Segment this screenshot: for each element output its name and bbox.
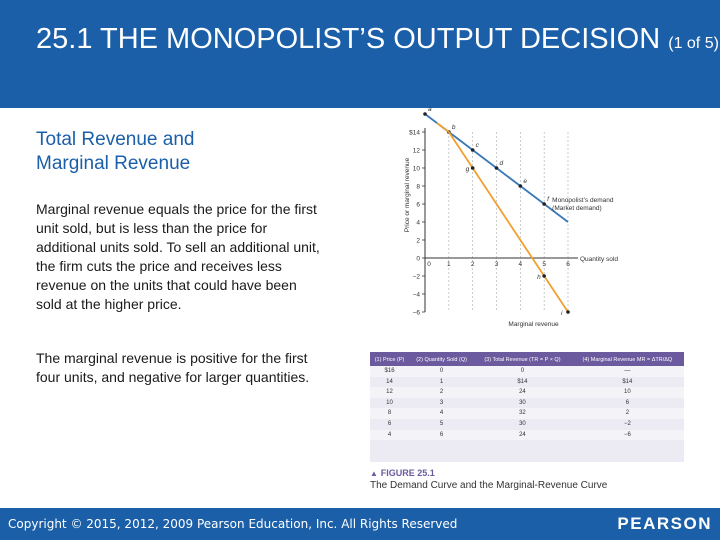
table-row [370,398,684,409]
footer-bar [0,508,720,540]
demand-series-sublabel: (Market demand) [552,205,602,212]
table-cell: $16 [370,366,409,377]
table-cell: 30 [519,399,526,406]
title-suffix: (1 of 5) [668,35,719,52]
chart-svg [398,106,698,335]
x-tick-label: 0 [427,261,431,268]
table-cell: 4 [409,408,474,419]
point-label: g [465,166,470,173]
copyright-text: Copyright © 2015, 2012, 2009 Pearson Education, Inc. All Rights Reserved [8,517,458,531]
x-tick-label: 3 [494,261,499,268]
table-header-row [370,355,684,366]
table-row [370,419,684,430]
table-row [370,387,684,398]
point-label: i [561,310,563,317]
table-row [370,377,684,388]
point-label: f [547,196,549,203]
header-marginal-revenue: (4) Marginal Revenue MR = ΔTR/ΔQ [571,355,684,366]
table-cell: 1 [439,378,444,385]
y-tick-label: 6 [416,201,420,209]
table-cell: 10 [386,399,393,406]
marginal-revenue-line [437,123,568,312]
paragraph-positive-negative: The marginal revenue is positive for the first four units, and negative for larger quantities. [36,350,310,385]
x-tick-label: 6 [566,261,570,268]
table-cell: 30 [519,420,526,427]
y-tick-label: 2 [416,237,420,245]
point-label: b [451,124,456,131]
demand-mr-chart [398,106,698,335]
point-label: c [475,142,479,149]
table-cell: 2 [409,387,474,398]
x-tick-label: 5 [542,261,546,268]
point-label: h [537,274,541,281]
subheading: Total Revenue and Marginal Revenue [36,129,195,174]
table-row [370,430,684,441]
table-cell: 0 [474,366,571,377]
table-row [370,408,684,419]
y-tick-label: 12 [412,147,420,155]
table-cell: — [571,366,684,377]
demand-point [495,166,499,170]
demand-point [471,148,475,152]
table-cell: 14 [386,378,393,385]
table-cell: 6 [625,399,630,406]
table-cell: $14 [622,378,633,385]
table-cell: 4 [370,430,409,441]
y-tick-label: −6 [412,309,420,317]
x-tick-label: 2 [470,261,475,268]
y-tick-label: −4 [412,291,420,299]
table-cell: 12 [370,387,409,398]
y-tick-label: 4 [416,219,420,227]
header-total-revenue: (3) Total Revenue (TR = P × Q) [474,355,571,366]
y-tick-label: $14 [409,129,420,137]
revenue-table-grid [370,355,684,440]
pearson-logo: PEARSON [617,514,712,533]
demand-point [542,202,546,206]
revenue-table [370,352,684,462]
mr-point [471,166,475,170]
table-cell: 24 [474,430,571,441]
mr-point [566,310,570,314]
x-axis-label: Quantity sold [580,256,618,263]
title-main: 25.1 THE MONOPOLIST’S OUTPUT DECISION [36,23,661,55]
table-cell: 5 [439,420,444,427]
table-cell: 32 [474,408,571,419]
mr-point [542,274,546,278]
x-tick-label: 1 [447,261,451,268]
table-cell: 6 [387,420,392,427]
table-cell: −6 [571,430,684,441]
x-tick-label: 4 [518,261,523,268]
table-row [370,366,684,377]
y-tick-label: 10 [412,165,420,173]
figure-caption-text: The Demand Curve and the Marginal-Revenue Curve [370,480,608,491]
mr-series-label: Marginal revenue [508,321,559,328]
table-cell: −2 [623,420,631,427]
header-bar [0,0,720,108]
point-label: e [523,178,527,185]
subheading-block [36,128,326,176]
y-tick-label: 0 [416,255,420,263]
y-tick-label: 8 [416,183,420,191]
paragraph-marginal-revenue: Marginal revenue equals the price for the first unit sold, but is less than the price for additional units sold. To sell an additional unit, the firm cuts the price and receives less revenue on the units that could have been sold at the higher price. [36,201,320,312]
triangle-icon: ▲ [370,469,378,478]
demand-point [423,112,427,116]
point-label: a [428,106,432,113]
figure-caption [370,467,684,492]
table-cell: 2 [571,408,684,419]
table-cell: 6 [409,430,474,441]
table-cell: 8 [370,408,409,419]
slide-title [36,22,719,61]
point-label: d [499,160,504,167]
table-cell: 0 [409,366,474,377]
y-axis-label: Price or marginal revenue [404,157,411,233]
y-tick-label: −2 [412,273,420,281]
demand-point [519,184,523,188]
figure-label: FIGURE 25.1 [380,468,435,478]
header-price: (1) Price (P) [370,355,409,366]
table-cell: 3 [439,399,444,406]
table-cell: 24 [474,387,571,398]
table-cell: 10 [571,387,684,398]
table-cell: $14 [517,378,528,385]
demand-series-label: Monopolist’s demand [552,197,614,204]
header-quantity: (2) Quantity Sold (Q) [409,355,474,366]
